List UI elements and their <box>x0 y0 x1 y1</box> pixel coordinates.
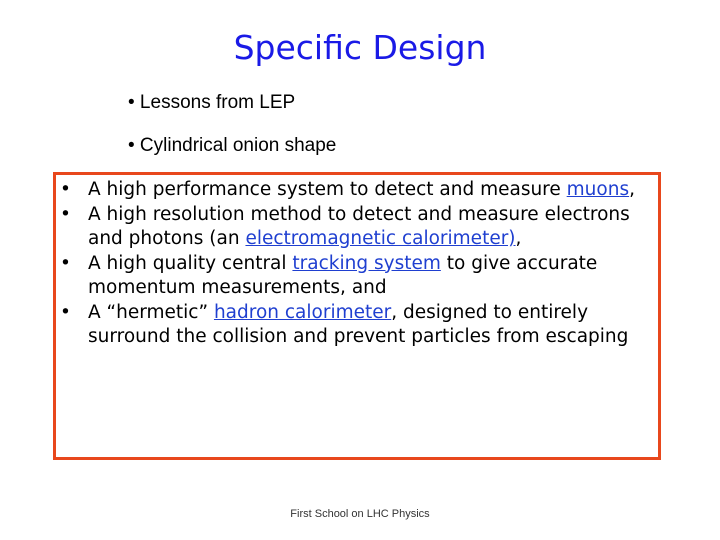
bullet-hadron-calorimeter <box>60 301 660 350</box>
intro-point-lep: • Lessons from LEP <box>128 92 296 113</box>
bullet-text: A high performance system to detect and measure <box>88 179 567 200</box>
hadron-calorimeter-link[interactable]: hadron calorimeter <box>213 301 392 323</box>
electromagnetic-calorimeter-link[interactable]: electromagnetic calorimeter) <box>245 228 516 249</box>
bullet-text: A “hermetic” <box>88 301 214 323</box>
muons-link[interactable]: muons <box>566 179 630 200</box>
slide-footer: First School on LHC Physics <box>290 508 430 520</box>
bullet-dot: • <box>60 179 71 200</box>
bullet-text: A high quality central <box>88 252 293 274</box>
bullet-text-tail: , <box>629 179 635 200</box>
bullet-text-tail: , designed to entirely surround the collision and prevent particles from escaping <box>88 301 629 347</box>
bullet-text-tail: , <box>515 228 522 249</box>
intro-point-onion-shape: • Cylindrical onion shape <box>128 135 337 156</box>
bullet-dot: • <box>60 203 71 225</box>
bullet-em-calorimeter <box>60 203 660 252</box>
tracking-system-link[interactable]: tracking system <box>292 252 441 274</box>
slide-title: Specific Design <box>233 28 487 67</box>
bullet-tracking-system <box>60 252 660 301</box>
bullet-list <box>60 178 660 350</box>
bullet-text: A high resolution method to detect and measure electrons and photons (an <box>88 203 630 249</box>
bullet-text-tail: to give accurate momentum measurements, and <box>88 252 598 298</box>
bullet-dot: • <box>60 301 71 323</box>
bullet-muons <box>60 178 660 203</box>
bullet-dot: • <box>60 252 71 274</box>
